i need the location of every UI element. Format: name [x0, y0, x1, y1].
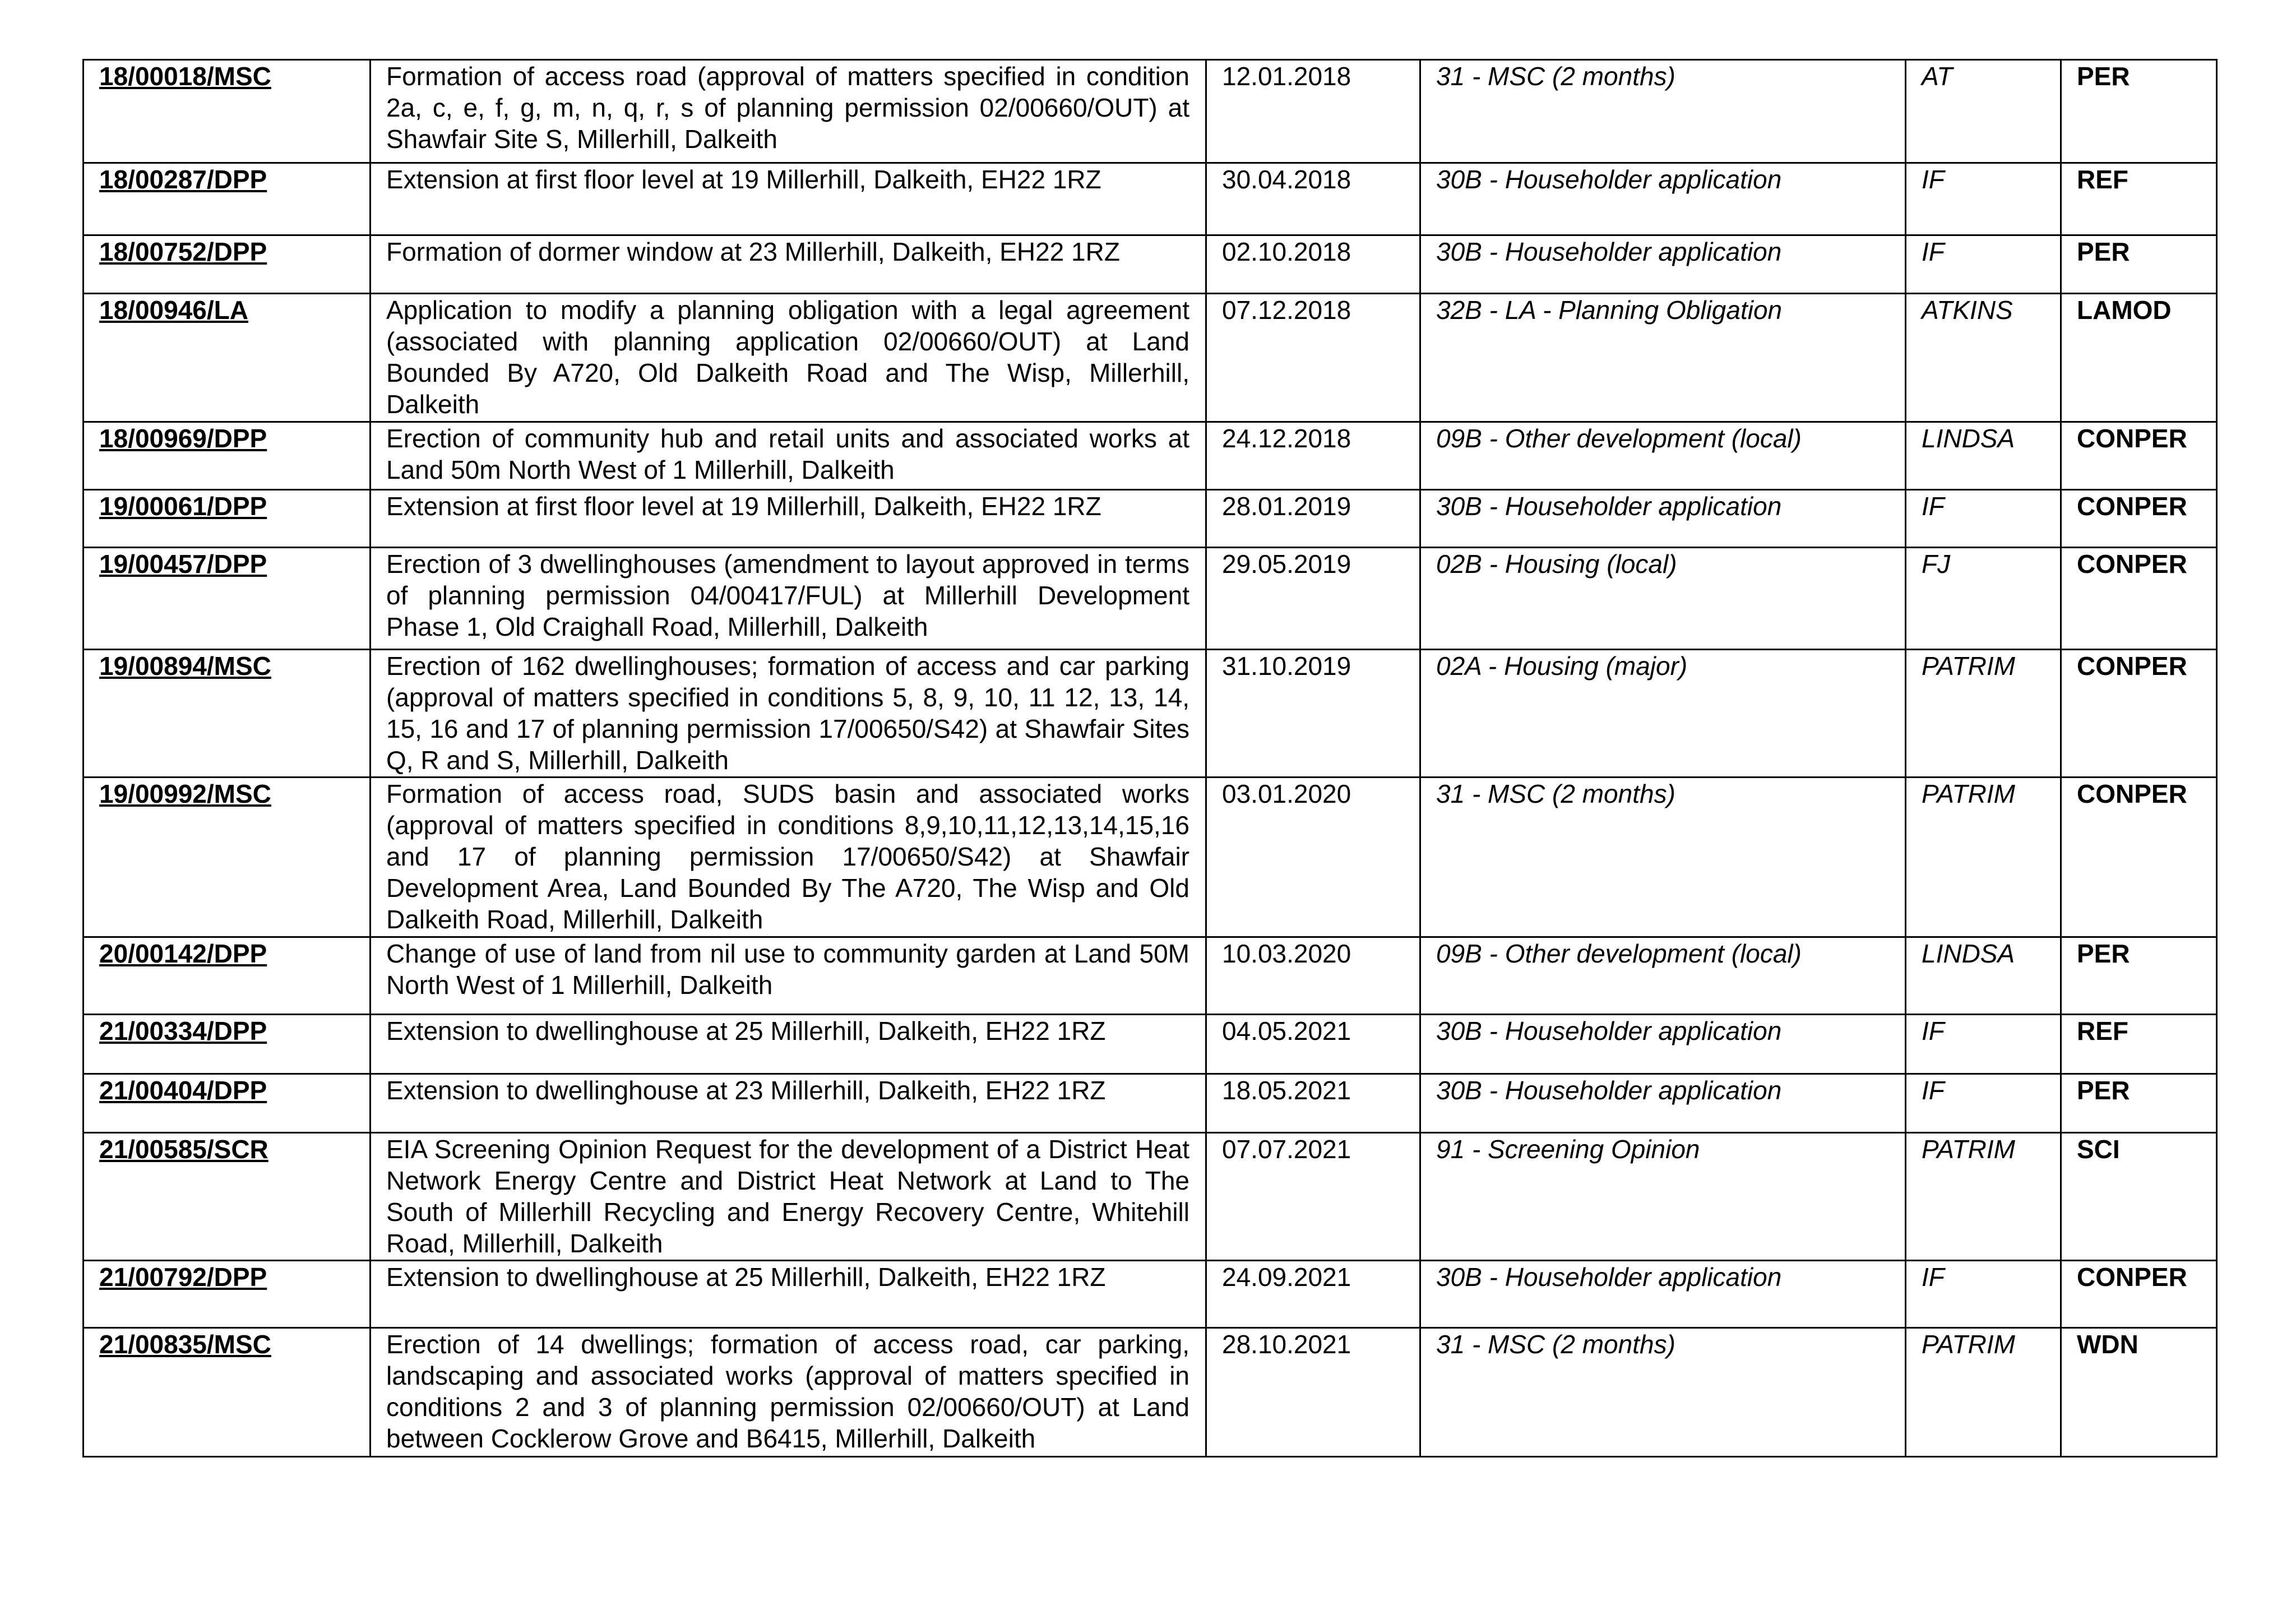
table-row	[84, 60, 2217, 163]
application-date: 12.01.2018	[1206, 60, 1420, 163]
case-officer: IF	[1906, 1074, 2061, 1133]
case-officer: LINDSA	[1906, 422, 2061, 490]
application-ref-link[interactable]: 18/00018/MSC	[84, 60, 371, 163]
application-type: 30B - Householder application	[1420, 1261, 1906, 1328]
case-officer: FJ	[1906, 548, 2061, 650]
application-ref-link[interactable]: 19/00061/DPP	[84, 490, 371, 548]
table-row	[84, 1015, 2217, 1074]
application-type: 30B - Householder application	[1420, 490, 1906, 548]
table-row	[84, 778, 2217, 937]
decision-code: REF	[2061, 163, 2217, 235]
application-description: Erection of 3 dwellinghouses (amendment to layout approved in terms of planning permission 04/00417/FUL) at Millerhill Development Phase 1, Old Craighall Road, Millerhill, Dalkeith	[371, 548, 1206, 650]
case-officer: IF	[1906, 490, 2061, 548]
case-officer: IF	[1906, 1261, 2061, 1328]
application-date: 07.12.2018	[1206, 294, 1420, 422]
decision-code: PER	[2061, 1074, 2217, 1133]
application-date: 18.05.2021	[1206, 1074, 1420, 1133]
decision-code: CONPER	[2061, 650, 2217, 778]
application-date: 24.09.2021	[1206, 1261, 1420, 1328]
application-description: Formation of access road, SUDS basin and associated works (approval of matters specified in conditions 8,9,10,11,12,13,14,15,16 and 17 of planning permission 17/00650/S42) at Shawfair Development Area, Land Bounded By The A720, The Wisp and Old Dalkeith Road, Millerhill, Dalkeith	[371, 778, 1206, 937]
application-ref-link[interactable]: 20/00142/DPP	[84, 937, 371, 1015]
application-description: Erection of 162 dwellinghouses; formation of access and car parking (approval of matters specified in conditions 5, 8, 9, 10, 11 12, 13, 14, 15, 16 and 17 of planning permission 17/00650/S42) at Shawfair Sites Q, R and S, Millerhill, Dalkeith	[371, 650, 1206, 778]
decision-code: CONPER	[2061, 1261, 2217, 1328]
application-description: Formation of dormer window at 23 Millerhill, Dalkeith, EH22 1RZ	[371, 235, 1206, 294]
application-description: EIA Screening Opinion Request for the development of a District Heat Network Energy Centre and District Heat Network at Land to The South of Millerhill Recycling and Energy Recovery Centre, Whitehill Road, Millerhill, Dalkeith	[371, 1133, 1206, 1261]
application-ref-link[interactable]: 21/00585/SCR	[84, 1133, 371, 1261]
case-officer: IF	[1906, 163, 2061, 235]
application-type: 31 - MSC (2 months)	[1420, 1328, 1906, 1457]
application-date: 03.01.2020	[1206, 778, 1420, 937]
application-type: 31 - MSC (2 months)	[1420, 60, 1906, 163]
application-date: 28.01.2019	[1206, 490, 1420, 548]
application-type: 91 - Screening Opinion	[1420, 1133, 1906, 1261]
case-officer: AT	[1906, 60, 2061, 163]
application-description: Application to modify a planning obligation with a legal agreement (associated with planning application 02/00660/OUT) at Land Bounded By A720, Old Dalkeith Road and The Wisp, Millerhill, Dalkeith	[371, 294, 1206, 422]
table-row	[84, 294, 2217, 422]
application-type: 09B - Other development (local)	[1420, 422, 1906, 490]
application-type: 30B - Householder application	[1420, 1015, 1906, 1074]
decision-code: CONPER	[2061, 422, 2217, 490]
decision-code: PER	[2061, 937, 2217, 1015]
case-officer: ATKINS	[1906, 294, 2061, 422]
application-date: 04.05.2021	[1206, 1015, 1420, 1074]
decision-code: PER	[2061, 60, 2217, 163]
table-row	[84, 937, 2217, 1015]
application-ref-link[interactable]: 18/00287/DPP	[84, 163, 371, 235]
application-description: Erection of community hub and retail units and associated works at Land 50m North West of 1 Millerhill, Dalkeith	[371, 422, 1206, 490]
application-date: 29.05.2019	[1206, 548, 1420, 650]
application-ref-link[interactable]: 21/00792/DPP	[84, 1261, 371, 1328]
application-description: Change of use of land from nil use to community garden at Land 50M North West of 1 Millerhill, Dalkeith	[371, 937, 1206, 1015]
application-description: Extension at first floor level at 19 Millerhill, Dalkeith, EH22 1RZ	[371, 163, 1206, 235]
table-row	[84, 1261, 2217, 1328]
table-row	[84, 1328, 2217, 1457]
decision-code: REF	[2061, 1015, 2217, 1074]
application-type: 30B - Householder application	[1420, 235, 1906, 294]
application-type: 02B - Housing (local)	[1420, 548, 1906, 650]
application-date: 07.07.2021	[1206, 1133, 1420, 1261]
application-ref-link[interactable]: 19/00457/DPP	[84, 548, 371, 650]
table-body	[84, 60, 2217, 1457]
application-ref-link[interactable]: 19/00894/MSC	[84, 650, 371, 778]
case-officer: PATRIM	[1906, 1328, 2061, 1457]
application-description: Extension to dwellinghouse at 25 Millerhill, Dalkeith, EH22 1RZ	[371, 1015, 1206, 1074]
table-row	[84, 1133, 2217, 1261]
application-description: Formation of access road (approval of matters specified in condition 2a, c, e, f, g, m, n, q, r, s of planning permission 02/00660/OUT) at Shawfair Site S, Millerhill, Dalkeith	[371, 60, 1206, 163]
application-date: 30.04.2018	[1206, 163, 1420, 235]
application-ref-link[interactable]: 18/00752/DPP	[84, 235, 371, 294]
planning-applications-table	[82, 59, 2218, 1458]
application-date: 02.10.2018	[1206, 235, 1420, 294]
case-officer: IF	[1906, 1015, 2061, 1074]
application-description: Erection of 14 dwellings; formation of access road, car parking, landscaping and associated works (approval of matters specified in conditions 2 and 3 of planning permission 02/00660/OUT) at Land between Cocklerow Grove and B6415, Millerhill, Dalkeith	[371, 1328, 1206, 1457]
decision-code: CONPER	[2061, 548, 2217, 650]
decision-code: LAMOD	[2061, 294, 2217, 422]
application-ref-link[interactable]: 19/00992/MSC	[84, 778, 371, 937]
application-type: 02A - Housing (major)	[1420, 650, 1906, 778]
application-type: 30B - Householder application	[1420, 163, 1906, 235]
application-type: 32B - LA - Planning Obligation	[1420, 294, 1906, 422]
application-description: Extension to dwellinghouse at 23 Millerhill, Dalkeith, EH22 1RZ	[371, 1074, 1206, 1133]
application-type: 30B - Householder application	[1420, 1074, 1906, 1133]
decision-code: PER	[2061, 235, 2217, 294]
application-type: 09B - Other development (local)	[1420, 937, 1906, 1015]
application-description: Extension at first floor level at 19 Millerhill, Dalkeith, EH22 1RZ	[371, 490, 1206, 548]
table-row	[84, 548, 2217, 650]
application-date: 28.10.2021	[1206, 1328, 1420, 1457]
table-row	[84, 650, 2217, 778]
table-row	[84, 422, 2217, 490]
application-ref-link[interactable]: 18/00946/LA	[84, 294, 371, 422]
application-ref-link[interactable]: 21/00334/DPP	[84, 1015, 371, 1074]
decision-code: SCI	[2061, 1133, 2217, 1261]
decision-code: CONPER	[2061, 490, 2217, 548]
case-officer: PATRIM	[1906, 650, 2061, 778]
case-officer: PATRIM	[1906, 1133, 2061, 1261]
table-row	[84, 235, 2217, 294]
application-date: 10.03.2020	[1206, 937, 1420, 1015]
table-row	[84, 1074, 2217, 1133]
application-ref-link[interactable]: 21/00404/DPP	[84, 1074, 371, 1133]
table-row	[84, 163, 2217, 235]
case-officer: LINDSA	[1906, 937, 2061, 1015]
table-row	[84, 490, 2217, 548]
application-ref-link[interactable]: 21/00835/MSC	[84, 1328, 371, 1457]
application-date: 24.12.2018	[1206, 422, 1420, 490]
application-ref-link[interactable]: 18/00969/DPP	[84, 422, 371, 490]
case-officer: PATRIM	[1906, 778, 2061, 937]
case-officer: IF	[1906, 235, 2061, 294]
decision-code: CONPER	[2061, 778, 2217, 937]
application-date: 31.10.2019	[1206, 650, 1420, 778]
decision-code: WDN	[2061, 1328, 2217, 1457]
application-description: Extension to dwellinghouse at 25 Millerhill, Dalkeith, EH22 1RZ	[371, 1261, 1206, 1328]
application-type: 31 - MSC (2 months)	[1420, 778, 1906, 937]
